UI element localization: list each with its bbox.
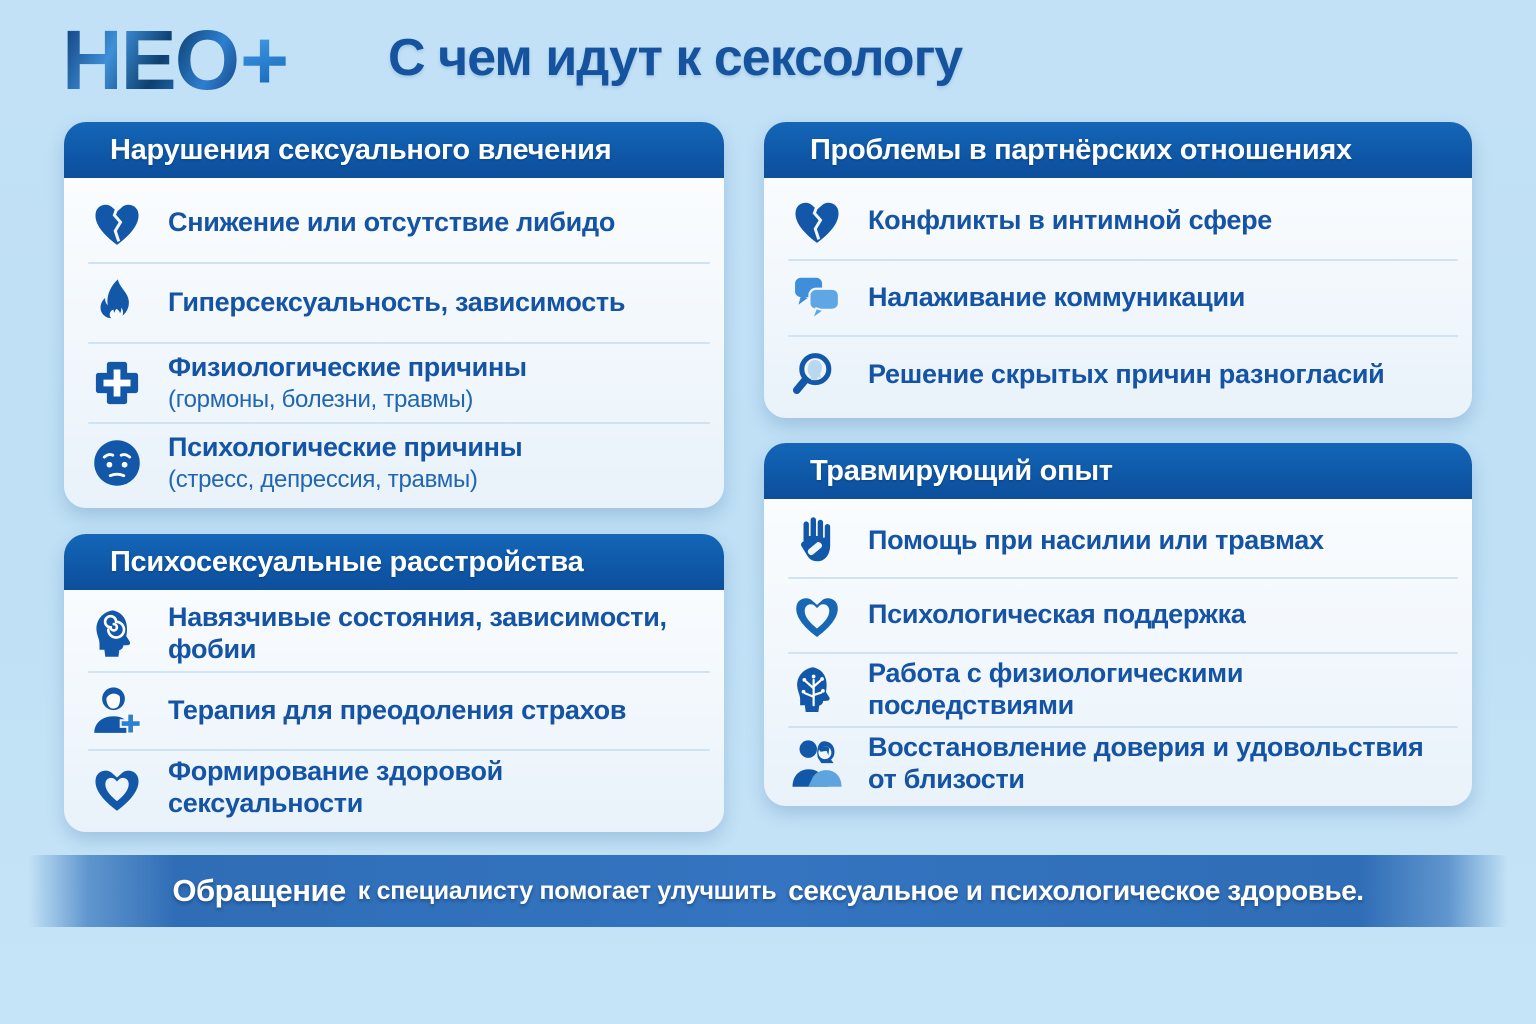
- item-subtext: (гормоны, болезни, травмы): [168, 385, 474, 413]
- banner-middle-text: к специалисту помогает улучшить: [357, 876, 777, 905]
- couple-icon: [788, 736, 846, 792]
- card-title: Проблемы в партнёрских отношениях: [764, 122, 1472, 178]
- logo-plus-icon: +: [240, 13, 288, 107]
- item-text: Формирование здоровой сексуальности: [168, 756, 503, 819]
- heart-in-heart-icon: [88, 760, 146, 816]
- head-spiral-icon: [88, 606, 146, 662]
- list-item: [764, 184, 1472, 259]
- card-partner-relationship-problems: [764, 122, 1472, 418]
- head-tree-icon: [788, 663, 846, 717]
- list-item: [64, 673, 724, 748]
- list-item: [64, 344, 724, 422]
- broken-heart-icon: [88, 195, 146, 251]
- chat-bubbles-icon: [788, 271, 846, 325]
- neo-plus-logo: [62, 14, 287, 106]
- item-text: Снижение или отсутствие либидо: [168, 207, 616, 238]
- list-item: [764, 337, 1472, 412]
- list-item: [764, 505, 1472, 577]
- card-title: Травмирующий опыт: [764, 443, 1472, 499]
- list-item: [764, 654, 1472, 726]
- banner-lead-text: Обращение: [172, 873, 346, 908]
- card-body: [64, 178, 724, 508]
- item-text: Психологические причины: [168, 431, 523, 462]
- banner-emphasis-text: сексуальное и психологическое здоровье.: [788, 875, 1364, 906]
- list-item: [764, 579, 1472, 651]
- item-text: Навязчивые состояния, зависимости, фобии: [168, 601, 667, 664]
- footer-banner: [28, 855, 1508, 927]
- card-body: [64, 590, 724, 832]
- item-subtext: (стресс, депрессия, травмы): [168, 465, 478, 493]
- card-body: [764, 499, 1472, 806]
- list-item: [64, 184, 724, 262]
- list-item: [64, 596, 724, 671]
- medical-cross-icon: [88, 356, 146, 410]
- card-title: Психосексуальные расстройства: [64, 534, 724, 590]
- person-plus-icon: [88, 683, 146, 739]
- card-title: Нарушения сексуального влечения: [64, 122, 724, 178]
- list-item: [764, 261, 1472, 336]
- list-item: [64, 264, 724, 342]
- list-item: [64, 751, 724, 826]
- worried-face-icon: [88, 436, 146, 490]
- stop-hand-icon: [788, 514, 846, 568]
- logo-text: НЕО: [62, 13, 239, 107]
- item-text: Решение скрытых причин разногласий: [868, 358, 1385, 389]
- magnifier-head-icon: [788, 348, 846, 402]
- item-text: Терапия для преодоления страхов: [168, 695, 627, 726]
- card-psychosexual-disorders: [64, 534, 724, 832]
- broken-heart-icon: [788, 193, 846, 249]
- flame-icon: [88, 276, 146, 330]
- support-heart-icon: [788, 588, 846, 642]
- item-text: Работа с физиологическими последствиями: [868, 657, 1244, 720]
- card-sexual-desire-disorders: [64, 122, 724, 508]
- item-text: Психологическая поддержка: [868, 599, 1246, 630]
- card-traumatic-experience: [764, 443, 1472, 806]
- list-item: [764, 728, 1472, 800]
- card-body: [764, 178, 1472, 418]
- item-text: Физиологические причины: [168, 351, 527, 382]
- item-text: Конфликты в интимной сфере: [868, 205, 1272, 236]
- item-text: Налаживание коммуникации: [868, 282, 1246, 313]
- list-item: [64, 424, 724, 502]
- item-text: Гиперсексуальность, зависимость: [168, 287, 626, 318]
- page-title: С чем идут к сексологу: [388, 29, 963, 87]
- item-text: Восстановление доверия и удовольствия от близости: [868, 732, 1424, 794]
- item-text: Помощь при насилии или травмах: [868, 525, 1324, 556]
